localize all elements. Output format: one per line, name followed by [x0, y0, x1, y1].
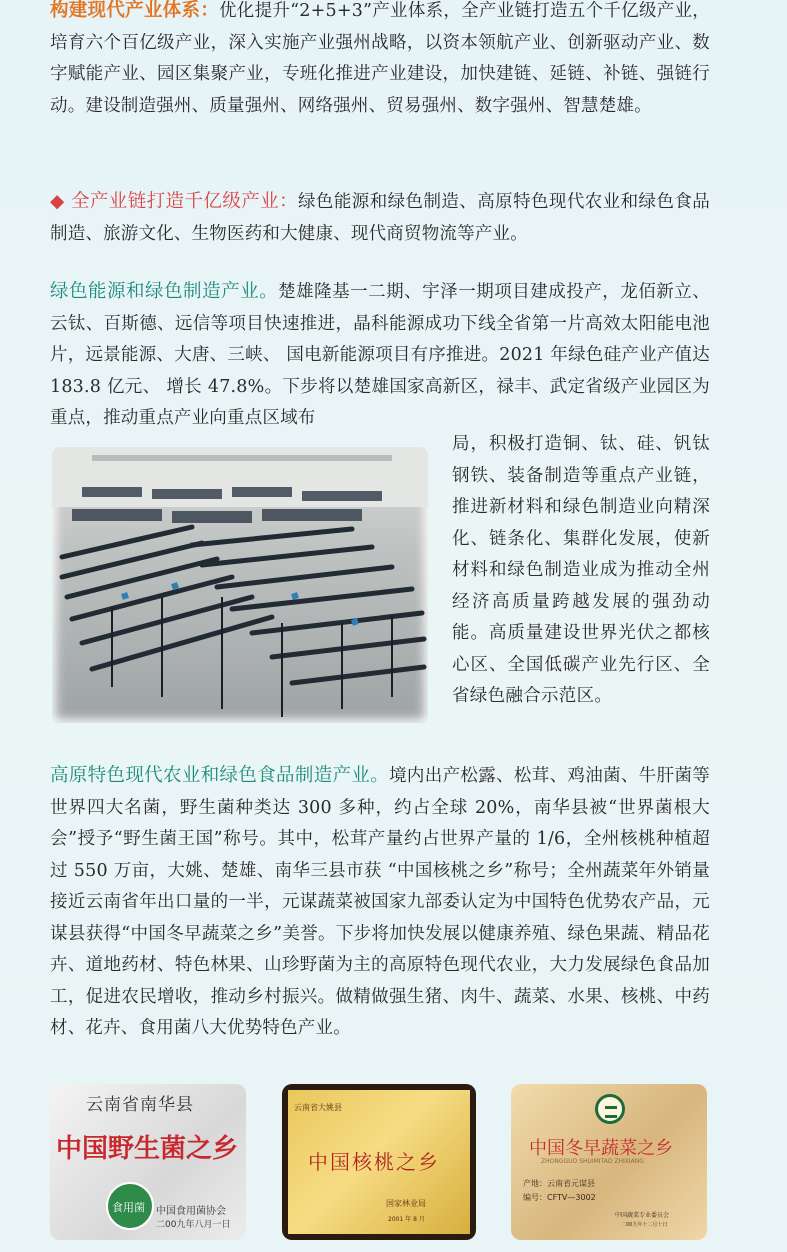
badge-2-org: 国家林业局 — [386, 1199, 426, 1208]
section-plateau-agriculture-heading: 高原特色现代农业和绿色食品制造产业。 — [50, 765, 390, 786]
badge-wild-mushroom-hometown — [50, 1084, 246, 1240]
badge-3-pinyin: ZHONGGUO SHUIMITAO ZHIXIANG — [541, 1158, 644, 1165]
badge-2-date: 2001 年 8 月 — [388, 1216, 425, 1223]
section-billion-industries-body: 绿色能源和绿色制造、高原特色现代农业和绿色食品制造、旅游文化、生物医药和大健康、现代商贸物流等产业。 — [50, 192, 710, 244]
badge-3-origin: 产地：云南省元谋县 — [523, 1179, 595, 1188]
section-plateau-agriculture-body: 境内出产松露、松茸、鸡油菌、牛肝菌等世界四大名菌，野生菌种类达 300 多种，约占全球 20%，南华县被“世界菌根大会”授予“野生菌王国”称号。其中，松茸产量约占世界产量的 1/6，全州核桃种植超过 550 万亩，大姚、楚雄、南华三县市获 “中国核桃之乡”称号；全州蔬菜年外销量接近云南省年出口量的一半，元谋蔬菜被国家九部委认定为中国特色优势农产品，元谋县获得“中国冬早蔬菜之乡”美誉。下步将加快发展以健康养殖、绿色果蔬、精品花卉、道地药材、特色林果、山珍野菌为主的高原特色现代农业，大力发展绿色食品加工，促进农民增收，推动乡村振兴。做精做强生猪、肉牛、蔬菜、水果、核桃、中药材、花卉、食用菌八大优势特色产业。 — [50, 766, 710, 1038]
badge-1-org: 中国食用菌协会 — [156, 1206, 226, 1217]
badge-1-date: 二00九年八月一日 — [156, 1220, 231, 1230]
section-billion-industries — [50, 186, 710, 250]
section-industry-system — [50, 0, 710, 122]
badge-2-top: 云南省大姚县 — [294, 1103, 342, 1112]
badge-3-code: 编号：CFTV—3002 — [523, 1193, 596, 1202]
badge-1-title: 中国野生菌之乡 — [56, 1134, 239, 1164]
badge-3-org: 中国蔬菜专业委员会 — [615, 1212, 670, 1219]
section-green-energy — [50, 276, 710, 435]
badge-2-plate — [288, 1090, 470, 1234]
badge-2-title: 中国核桃之乡 — [308, 1150, 440, 1174]
section-green-energy-heading: 绿色能源和绿色制造产业。 — [50, 281, 279, 302]
factory-photo — [52, 447, 428, 723]
badge-3-title: 中国冬早蔬菜之乡 — [529, 1138, 673, 1159]
badge-1-top: 云南省南华县 — [86, 1095, 194, 1115]
badge-3-date: 二00九年十二月十日 — [621, 1222, 668, 1228]
section-plateau-agriculture — [50, 760, 710, 1045]
section-industry-system-body: 优化提升“2+5+3”产业体系，全产业链打造五个千亿级产业，培育六个百亿级产业，深入实施产业强州战略，以资本领航产业、创新驱动产业、数字赋能产业、园区集聚产业，专班化推进产业建设，加快建链、延链、补链、强链行动。建设制造强州、质量强州、网络强州、贸易强州、数字强州、智慧楚雄。 — [50, 1, 710, 116]
factory-photo-graphic — [52, 447, 428, 723]
section-green-energy-body: 楚雄隆基一二期、宇泽一期项目建成投产，龙佰新立、云钛、百斯德、远信等项目快速推进，晶科能源成功下线全省第一片高效太阳能电池片，远景能源、大唐、三峡、 国电新能源项目有序推进。2021 年绿色硅产业产值达 183.8 亿元、 增长 47.8%。下步将以楚雄国家高新区，禄丰、武定省级产业园区为重点，推动重点产业向重点区域布 — [50, 282, 710, 428]
section-green-energy-continued: 局，积极打造铜、钛、硅、钒钛钢铁、装备制造等重点产业链，推进新材料和绿色制造业向精深化、链条化、集群化发展，使新材料和绿色制造业成为推动全州经济高质量跨越发展的强劲动能。高质量建设世界光伏之都核心区、全国低碳产业先行区、全省绿色融合示范区。 — [452, 434, 710, 706]
badge-3-emblem-icon — [595, 1094, 625, 1124]
section-billion-industries-heading: ◆ 全产业链打造千亿级产业： — [50, 191, 299, 212]
badge-1-logo-text: 食用菌 — [112, 1201, 145, 1214]
section-industry-system-heading: 构建现代产业体系： — [50, 0, 220, 21]
badge-winter-vegetable-hometown — [511, 1084, 707, 1240]
badge-walnut-hometown — [282, 1084, 476, 1240]
badge-1-logo — [106, 1182, 154, 1230]
